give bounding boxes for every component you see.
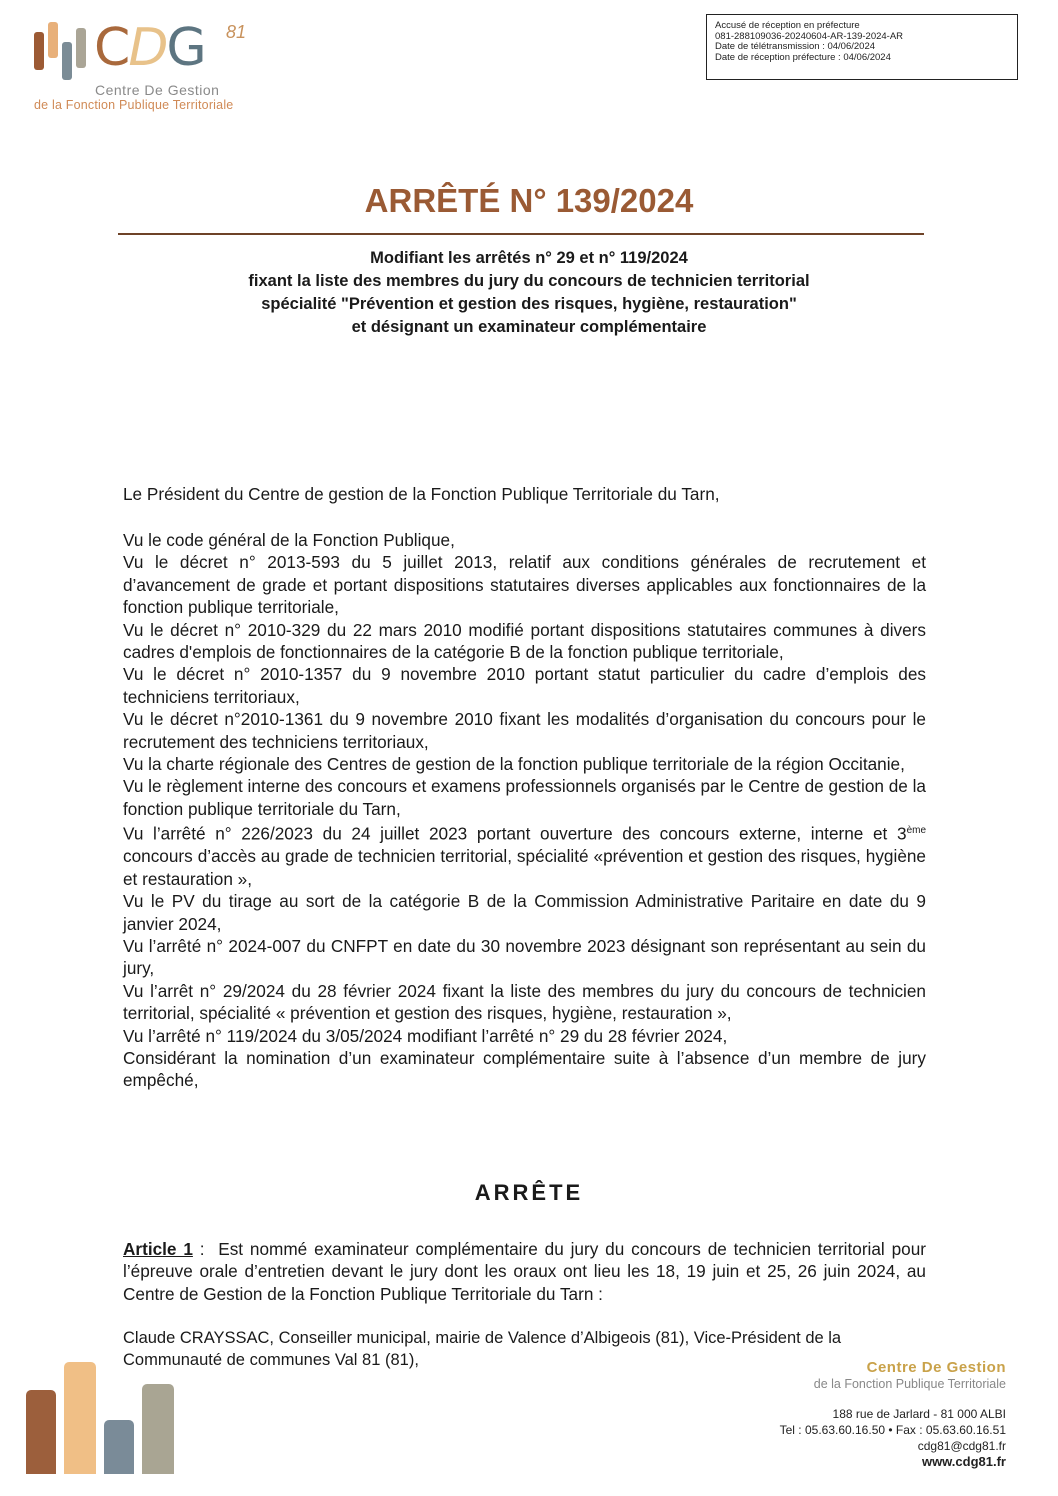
article-1-paragraph	[123, 1238, 926, 1305]
visa-item: Vu l’arrêté n° 119/2024 du 3/05/2024 modifiant l’arrêté n° 29 du 28 février 2024,	[123, 1025, 728, 1046]
stamp-line: 081-288109036-20240604-AR-139-2024-AR	[715, 30, 904, 42]
arrete-heading: ARRÊTE	[474, 1180, 584, 1205]
stamp-line: Date de réception préfecture : 04/06/2024	[715, 51, 891, 63]
footer-bar-brown	[26, 1390, 56, 1474]
stamp-line: Date de télétransmission : 04/06/2024	[715, 41, 876, 52]
visa-item: Vu le décret n° 2010-1357 du 9 novembre 2010 portant statut particulier du cadre d’emplois des techniciens territoriaux,	[123, 664, 926, 707]
logo-letter-d: D	[128, 18, 167, 78]
logo-bar-slate	[62, 42, 72, 80]
visa-item: Vu l’arrêt n° 29/2024 du 28 février 2024 fixant la liste des membres du jury du concours de technicien territorial, spécialité « prévention et gestion des risques, hygiène, restauration »,	[123, 980, 926, 1024]
document-title: ARRÊTÉ N° 139/2024	[364, 182, 694, 219]
logo-bar-peach	[48, 22, 58, 58]
visa-item: Considérant la nomination d’un examinateur complémentaire suite à l’absence d’un membre de jury empêché,	[123, 1048, 926, 1091]
visa-item: Vu la charte régionale des Centres de gestion de la fonction publique territoriale de la région Occitanie,	[123, 754, 905, 775]
visa-item: Vu le décret n° 2013-593 du 5 juillet 2013, relatif aux conditions générales de recrutement et d’avancement de grade et portant dispositions statutaires diverses applicables aux fonctionnaires de la fonction publique territoriale,	[123, 552, 926, 618]
article-1-text: Est nommé examinateur complémentaire du jury du concours de technicien territorial pour l’épreuve orale d’entretien devant le jury dont les oraux ont lieu les 18, 19 juin et 25, 26 juin 2024, au Centre de Gestion de la Fonction Publique Territoriale du Tarn :	[123, 1239, 927, 1304]
logo-bar-brown	[34, 32, 44, 70]
footer-organization	[814, 1359, 1006, 1391]
visa-item: Vu le décret n° 2010-329 du 22 mars 2010 modifié portant dispositions statutaires communes à divers cadres d'emplois de fonctionnaires de la catégorie B de la fonction publique territoriale,	[123, 619, 926, 663]
visa-226-ordinal-sup: ème	[906, 825, 927, 837]
logo-bar-stone	[76, 28, 86, 68]
logo-letter-g: G	[166, 18, 205, 78]
footer-email[interactable]: cdg81@cdg81.fr	[917, 1439, 1006, 1453]
visa-226-ordinal: 3	[897, 824, 907, 845]
footer-logo-bars	[24, 1362, 184, 1492]
article-1-label: Article 1	[123, 1239, 193, 1259]
nominee-designation: Claude CRAYSSAC, Conseiller municipal, mairie de Valence d’Albigeois (81), Vice-Président de la Communauté de communes Val 81 (81),	[123, 1329, 842, 1369]
cdg81-logo	[30, 18, 260, 118]
visa-item: Vu le décret n°2010-1361 du 9 novembre 2010 fixant les modalités d’organisation du concours pour le recrutement des techniciens territoriaux,	[123, 709, 926, 752]
visas-list	[123, 529, 926, 1092]
visa-226-rest: concours d’accès au grade de technicien territorial, spécialité «prévention et gestion des risques, hygiène et restauration »,	[123, 846, 926, 889]
visa-item: Vu le PV du tirage au sort de la catégorie B de la Commission Administrative Paritaire en date du 9 janvier 2024,	[123, 891, 926, 934]
logo-line1: Centre De Gestion	[95, 82, 220, 98]
logo-line2: de la Fonction Publique Territoriale	[34, 98, 234, 112]
subtitle-line: fixant la liste des membres du jury du concours de technicien territorial	[248, 272, 810, 290]
subtitle-line: Modifiant les arrêtés n° 29 et n° 119/2024	[370, 249, 688, 267]
footer-bar-peach	[64, 1362, 96, 1474]
visa-item: Vu l’arrêté n° 2024-007 du CNFPT en date du 30 novembre 2023 désignant son représentant au sein du jury,	[123, 936, 926, 979]
footer-address: 188 rue de Jarlard - 81 000 ALBI	[832, 1407, 1006, 1421]
subtitle-line: et désignant un examinateur complémentaire	[351, 318, 707, 336]
visa-item: Vu le code général de la Fonction Publique,	[123, 530, 455, 550]
footer-contact	[780, 1406, 1006, 1470]
logo-letter-c: C	[94, 18, 129, 78]
article-1-separator: :	[192, 1239, 219, 1259]
stamp-line: Accusé de réception en préfecture	[715, 20, 860, 31]
title-divider	[118, 233, 924, 235]
footer-website[interactable]: www.cdg81.fr	[921, 1454, 1006, 1469]
document-subtitle	[0, 247, 1058, 339]
visa-item-226	[123, 820, 926, 890]
footer-org-name: Centre De Gestion	[866, 1359, 1006, 1376]
visa-226-start: Vu l’arrêté n° 226/2023 du 24 juillet 2023 portant ouverture des concours externe, interne et	[123, 824, 888, 845]
logo-letters	[94, 18, 205, 78]
footer-phone-fax: Tel : 05.63.60.16.50 • Fax : 05.63.60.16.51	[779, 1423, 1006, 1437]
prefecture-receipt-stamp	[706, 14, 1018, 80]
article-1	[123, 1238, 926, 1305]
footer-bar-stone	[142, 1384, 174, 1474]
subtitle-line: spécialité "Prévention et gestion des risques, hygiène, restauration"	[261, 295, 797, 313]
footer-org-subtitle: de la Fonction Publique Territoriale	[813, 1377, 1006, 1391]
logo-superscript: 81	[226, 22, 247, 42]
visa-item: Vu le règlement interne des concours et examens professionnels organisés par le Centre de gestion de la fonction publique territoriale du Tarn,	[123, 776, 926, 819]
footer-bar-slate	[104, 1420, 134, 1474]
president-preamble: Le Président du Centre de gestion de la Fonction Publique Territoriale du Tarn,	[123, 484, 720, 504]
